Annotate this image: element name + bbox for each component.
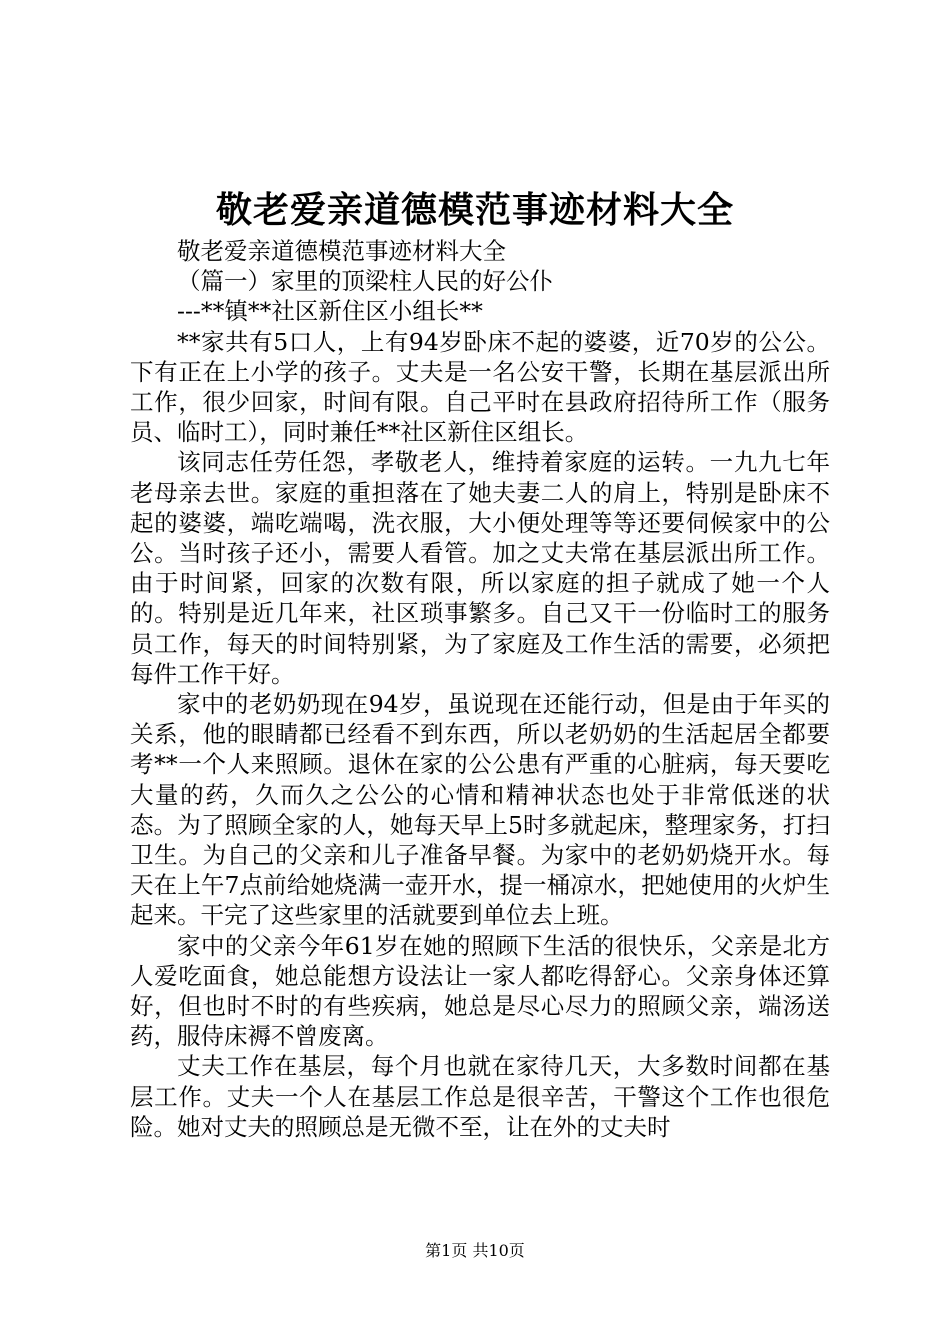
subtitle-paragraph: 敬老爱亲道德模范事迹材料大全 [177,237,506,265]
body-paragraph: 家中的老奶奶现在94岁，虽说现在还能行动，但是由于年买的关系，他的眼睛都已经看不到东西，所以老奶奶的生活起居全都要考**一个人来照顾。退休在家的公公患有严重的心脏病，每天要吃大量的药，久而久之公公的心情和精神状态也处于非常低迷的状态。为了照顾全家的人，她每天早上5时多就起床，整理家务，打扫卫生。为自己的父亲和儿子准备早餐。为家中的老奶奶烧开水。每天在上午7点前给她烧满一壶开水，提一桶凉水，把她使用的火炉生起来。干完了这些家里的活就要到单位去上班。 [130,690,830,930]
document-title: 敬老爱亲道德模范事迹材料大全 [215,189,734,231]
page-number-footer: 第1页 共10页 [425,1241,525,1260]
body-paragraph: 该同志任劳任怨，孝敬老人，维持着家庭的运转。一九九七年老母亲去世。家庭的重担落在了她夫妻二人的肩上，特别是卧床不起的婆婆，端吃端喝，洗衣服，大小便处理等等还要伺候家中的公公。当时孩子还小，需要人看管。加之丈夫常在基层派出所工作。由于时间紧，回家的次数有限，所以家庭的担子就成了她一个人的。特别是近几年来，社区琐事繁多。自己又干一份临时工的服务员工作，每天的时间特别紧，为了家庭及工作生活的需要，必须把每件工作干好。 [130,448,830,688]
document-body [130,236,830,1142]
body-paragraph: **家共有5口人，上有94岁卧床不起的婆婆，近70岁的公公。下有正在上小学的孩子。丈夫是一名公安干警，长期在基层派出所工作，很少回家，时间有限。自己平时在县政府招待所工作（服务员、临时工），同时兼任**社区新住区组长。 [130,327,830,447]
chapter-heading: （篇一）家里的顶梁柱人民的好公仆 [177,267,553,296]
body-paragraph: 丈夫工作在基层，每个月也就在家待几天，大多数时间都在基层工作。丈夫一个人在基层工作总是很辛苦，干警这个工作也很危险。她对丈夫的照顾总是无微不至，让在外的丈夫时 [130,1052,830,1141]
author-line: ---**镇**社区新住区小组长** [177,297,483,326]
body-paragraph: 家中的父亲今年61岁在她的照顾下生活的很快乐，父亲是北方人爱吃面食，她总能想方设法让一家人都吃得舒心。父亲身体还算好，但也时不时的有些疾病，她总是尽心尽力的照顾父亲，端汤送药，服侍床褥不曾废离。 [130,931,830,1051]
